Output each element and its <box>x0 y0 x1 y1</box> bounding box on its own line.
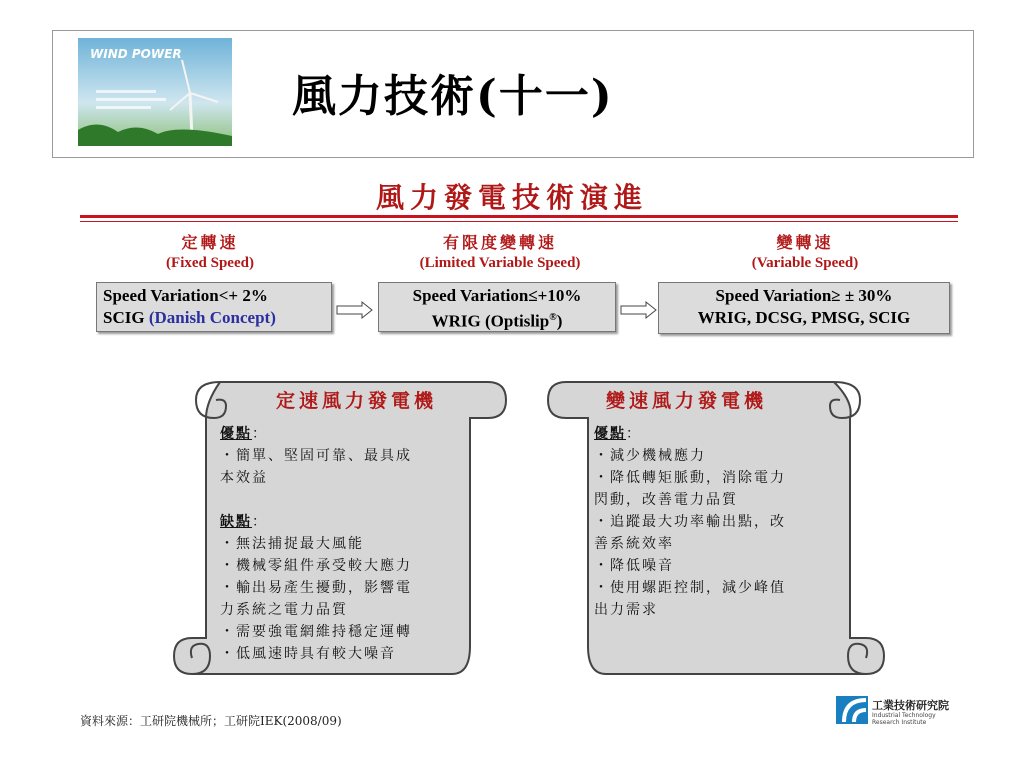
itri-name-en-line1: Industrial Technology <box>872 712 936 719</box>
scroll-right-body <box>594 423 844 621</box>
title-rule-thin <box>80 221 958 222</box>
stage-limited-paren: ) <box>556 311 563 331</box>
stage-fixed-box <box>96 282 332 332</box>
arrow-right-icon <box>620 300 658 320</box>
title-rule-thick <box>80 215 958 218</box>
stage-fixed-generator <box>103 307 325 329</box>
list-item: ・簡單、堅固可靠、最具成 <box>220 448 412 464</box>
stage-limited-en: (Limited Variable Speed) <box>419 255 581 271</box>
stage-variable-generator: WRIG, DCSG, PMSG, SCIG <box>697 308 911 327</box>
stage-limited-wrig: WRIG (Optislip <box>431 311 550 331</box>
list-item: ・使用螺距控制，減少峰值 <box>594 580 786 596</box>
stage-limited-box <box>378 282 616 332</box>
diagram-subtitle: 風力發電技術演進 <box>375 181 648 214</box>
list-item: ・低風速時具有較大噪音 <box>220 646 396 662</box>
stage-fixed-zh: 定轉速 <box>181 233 239 252</box>
registered-mark: ® <box>549 312 557 323</box>
disadvantages-heading <box>220 511 470 533</box>
list-item: ・輸出易產生擾動，影響電 <box>220 580 412 596</box>
list-item: 閃動，改善電力品質 <box>594 492 738 508</box>
list-item: ・減少機械應力 <box>594 448 706 464</box>
stage-fixed-variation: Speed Variation<+ 2% <box>103 286 268 305</box>
colon: ： <box>626 426 642 442</box>
stage-variable-en: (Variable Speed) <box>751 255 859 271</box>
list-item: ・降低轉矩脈動，消除電力 <box>594 470 786 486</box>
itri-name-en-line2: Research Institute <box>872 719 927 726</box>
scroll-right-title: 變速風力發電機 <box>606 390 768 412</box>
stage-fixed-concept: (Danish Concept) <box>148 308 276 327</box>
list-item: 本效益 <box>220 470 268 486</box>
advantages-label: 優點 <box>220 426 252 442</box>
stage-variable-zh: 變轉速 <box>776 233 834 252</box>
stage-limited-label <box>370 233 630 273</box>
itri-name: 工業技術研究院 <box>872 699 949 712</box>
list-item: ・需要強電網維持穩定運轉 <box>220 624 412 640</box>
stage-fixed-scig: SCIG <box>103 308 149 327</box>
list-item: ・追蹤最大功率輸出點，改 <box>594 514 786 530</box>
stage-limited-variation: Speed Variation≤+10% <box>412 286 582 305</box>
itri-logo-icon <box>836 696 868 724</box>
stage-fixed-en: (Fixed Speed) <box>166 255 254 271</box>
list-item: ・無法捕捉最大風能 <box>220 536 364 552</box>
disadvantages-label: 缺點 <box>220 514 252 530</box>
advantages-label: 優點 <box>594 426 626 442</box>
arrow-right-icon <box>336 300 374 320</box>
colon: ： <box>252 426 268 442</box>
advantages-heading <box>594 423 844 445</box>
list-item: 出力需求 <box>594 602 658 618</box>
source-note: 資料來源：工研院機械所；工研院IEK(2008/09) <box>80 714 342 728</box>
wind-power-text: WIND POWER <box>90 47 182 61</box>
scroll-left-title: 定速風力發電機 <box>276 390 438 412</box>
stage-fixed-label <box>90 233 330 273</box>
stage-variable-box <box>658 282 950 334</box>
list-item: ・降低噪音 <box>594 558 674 574</box>
list-item: 力系統之電力品質 <box>220 602 348 618</box>
scroll-left-body <box>220 423 470 665</box>
colon: ： <box>252 514 268 530</box>
list-item: 善系統效率 <box>594 536 674 552</box>
page-title: 風力技術(十一) <box>292 71 614 122</box>
advantages-heading <box>220 423 470 445</box>
wind-power-image <box>78 38 232 146</box>
stage-limited-zh: 有限度變轉速 <box>442 233 557 252</box>
stage-variable-label <box>670 233 940 273</box>
stage-limited-generator <box>385 307 609 333</box>
stage-variable-variation: Speed Variation≥ ± 30% <box>715 286 893 305</box>
list-item: ・機械零組件承受較大應力 <box>220 558 412 574</box>
